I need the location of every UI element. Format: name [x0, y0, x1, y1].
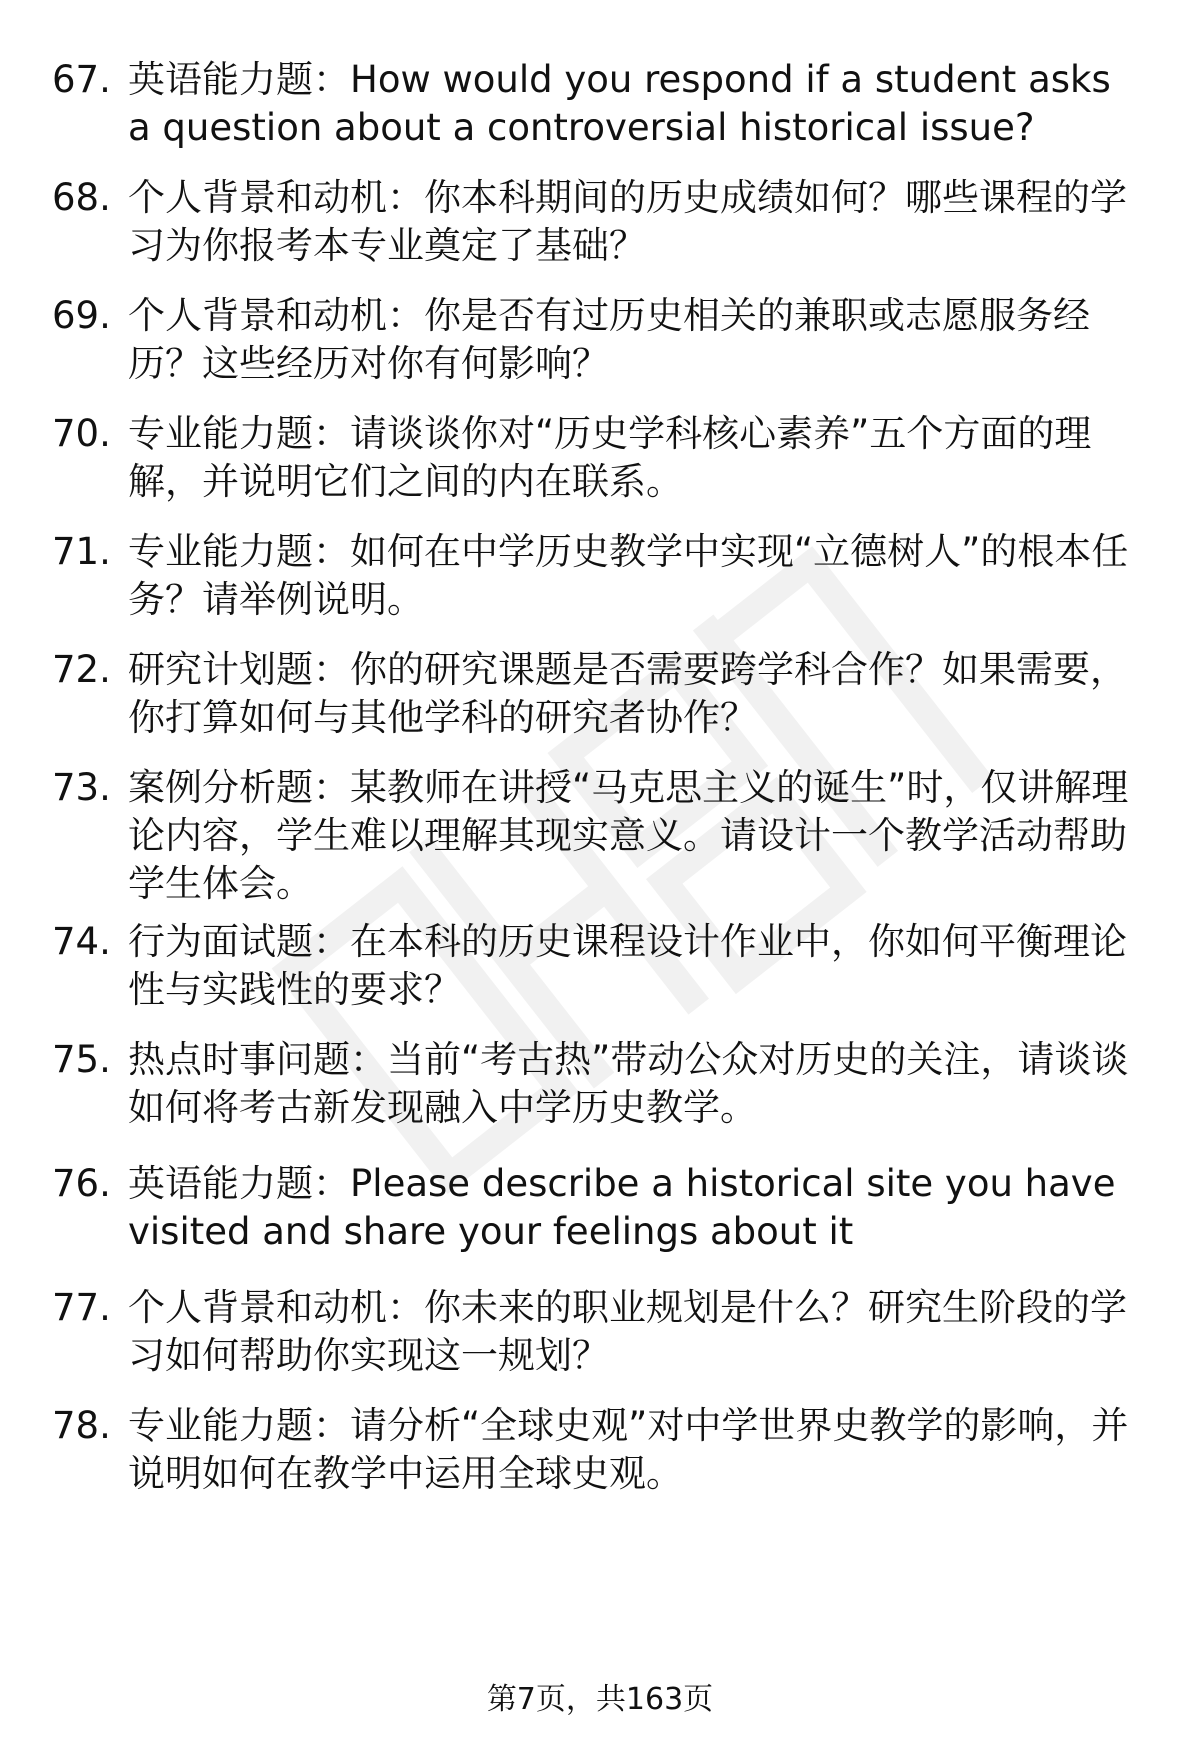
question-number: 67.: [52, 58, 111, 101]
question-text: 英语能力题：How would you respond if a student asks a question about a controversial historical issue?: [128, 58, 1111, 149]
question-text: 专业能力题：请谈谈你对“历史学科核心素养”五个方面的理解，并说明它们之间的内在联系。: [128, 412, 1092, 503]
question-number: 76.: [52, 1162, 111, 1205]
question-text: 热点时事问题：当前“考古热”带动公众对历史的关注，请谈谈如何将考古新发现融入中学历史教学。: [128, 1038, 1129, 1129]
question-number: 71.: [52, 530, 111, 573]
question-text: 英语能力题：Please describe a historical site you have visited and share your feelings about it: [128, 1162, 1116, 1253]
question-text: 行为面试题：在本科的历史课程设计作业中，你如何平衡理论性与实践性的要求？: [128, 920, 1127, 1011]
question-number: 75.: [52, 1038, 111, 1081]
question-number: 68.: [52, 176, 111, 219]
question-text: 个人背景和动机：你未来的职业规划是什么？研究生阶段的学习如何帮助你实现这一规划？: [128, 1286, 1127, 1377]
question-number: 77.: [52, 1286, 111, 1329]
question-text: 专业能力题：请分析“全球史观”对中学世界史教学的影响，并说明如何在教学中运用全球史观。: [128, 1404, 1129, 1495]
question-number: 73.: [52, 766, 111, 809]
question-number: 78.: [52, 1404, 111, 1447]
question-text: 个人背景和动机：你本科期间的历史成绩如何？哪些课程的学习为你报考本专业奠定了基础？: [128, 176, 1127, 267]
question-text: 案例分析题：某教师在讲授“马克思主义的诞生”时，仅讲解理论内容，学生难以理解其现实意义。请设计一个教学活动帮助学生体会。: [128, 766, 1129, 905]
question-text: 专业能力题：如何在中学历史教学中实现“立德树人”的根本任务？请举例说明。: [128, 530, 1129, 621]
question-number: 69.: [52, 294, 111, 337]
question-text: 研究计划题：你的研究课题是否需要跨学科合作？如果需要，你打算如何与其他学科的研究者协作？: [128, 648, 1127, 739]
page-indicator: 第7页，共163页: [486, 1682, 714, 1717]
question-number: 72.: [52, 648, 111, 691]
question-number: 70.: [52, 412, 111, 455]
question-number: 74.: [52, 920, 111, 963]
question-text: 个人背景和动机：你是否有过历史相关的兼职或志愿服务经历？这些经历对你有何影响？: [128, 294, 1090, 385]
